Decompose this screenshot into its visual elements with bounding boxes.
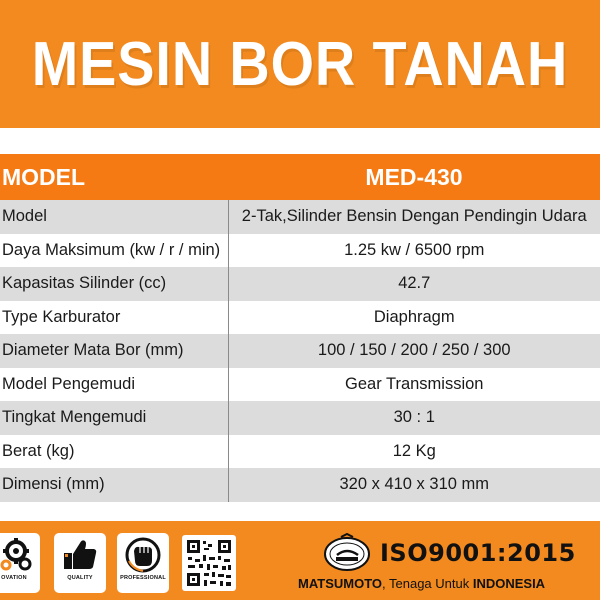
innovation-badge xyxy=(0,533,40,593)
tagline-middle: , Tenaga Untuk xyxy=(382,576,473,591)
tagline-brand: MATSUMOTO xyxy=(298,576,383,591)
tagline xyxy=(298,576,598,596)
table-row xyxy=(0,468,600,502)
row-label: Dimensi (mm) xyxy=(0,468,228,502)
iso-label: ISO9001:2015 xyxy=(380,539,576,567)
table-row xyxy=(0,334,600,368)
table-row xyxy=(0,200,600,234)
row-value: 320 x 410 x 310 mm xyxy=(228,468,600,502)
fist-icon xyxy=(123,537,163,573)
row-value: 12 Kg xyxy=(228,435,600,469)
table-row xyxy=(0,301,600,335)
row-value: 100 / 150 / 200 / 250 / 300 xyxy=(228,334,600,368)
row-label: Type Karburator xyxy=(0,301,228,335)
row-value: 2-Tak,Silinder Bensin Dengan Pendingin Udara xyxy=(228,200,600,234)
premium-seal-icon xyxy=(322,533,372,573)
header-banner xyxy=(0,0,600,128)
spec-table xyxy=(0,154,600,502)
table-row xyxy=(0,368,600,402)
table-row xyxy=(0,401,600,435)
gears-icon xyxy=(0,537,34,573)
tagline-country: INDONESIA xyxy=(472,576,546,591)
professional-badge xyxy=(117,533,169,593)
table-row xyxy=(0,267,600,301)
table-row xyxy=(0,234,600,268)
row-value: Gear Transmission xyxy=(228,368,600,402)
row-label: Model xyxy=(0,200,228,234)
footer-banner xyxy=(0,521,600,600)
thumbs-up-icon xyxy=(60,537,100,573)
row-label: Tingkat Mengemudi xyxy=(0,401,228,435)
row-label: Daya Maksimum (kw / r / min) xyxy=(0,234,228,268)
qr-code-icon xyxy=(182,535,236,591)
badge-caption: PROFESSIONAL xyxy=(120,575,166,581)
table-row xyxy=(0,435,600,469)
row-value: 1.25 kw / 6500 rpm xyxy=(228,234,600,268)
quality-badge xyxy=(54,533,106,593)
row-label: Model Pengemudi xyxy=(0,368,228,402)
qr-code xyxy=(182,535,236,591)
row-label: Berat (kg) xyxy=(0,435,228,469)
table-header-value: MED-430 xyxy=(228,154,600,200)
table-header-label: MODEL xyxy=(0,154,228,200)
row-value: 42.7 xyxy=(228,267,600,301)
row-label: Diameter Mata Bor (mm) xyxy=(0,334,228,368)
badge-caption: OVATION xyxy=(1,575,27,581)
badge-caption: QUALITY xyxy=(67,575,93,581)
row-label: Kapasitas Silinder (cc) xyxy=(0,267,228,301)
row-value: 30 : 1 xyxy=(228,401,600,435)
page-title: MESIN BOR TANAH xyxy=(31,29,569,99)
table-header-row xyxy=(0,154,600,200)
iso-certification xyxy=(322,533,592,573)
row-value: Diaphragm xyxy=(228,301,600,335)
